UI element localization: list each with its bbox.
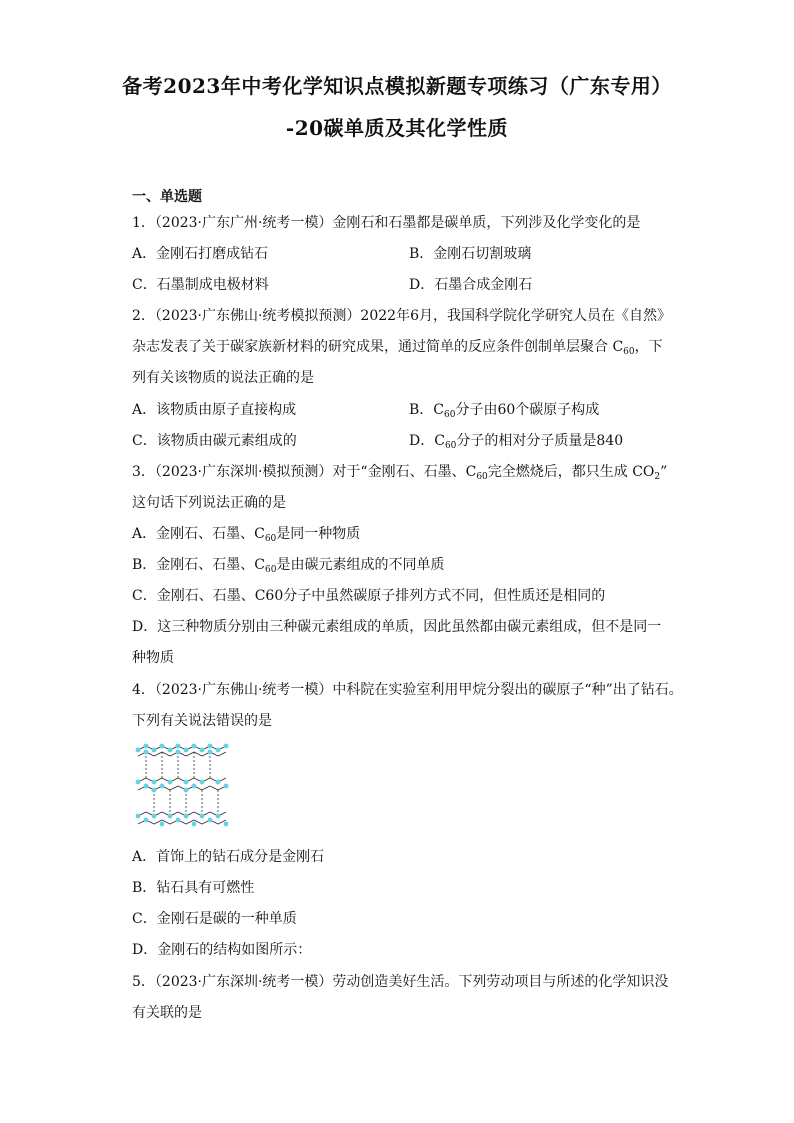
question-4-stem-line1: 4．（2023·广东佛山·统考一模）中科院在实验室利用甲烷分裂出的碳原子“种”出了钻石。 <box>132 682 683 698</box>
question-3-option-a <box>132 524 360 549</box>
question-4-option-d: D．金刚石的结构如图所示： <box>132 942 312 958</box>
question-2-stem-text-end: ，下 <box>634 339 663 355</box>
question-3-option-d-line1: D．这三种物质分别由三种碳元素组成的单质，因此虽然都由碳元素组成，但不是同一 <box>132 619 662 635</box>
question-2-stem-line1: 2．（2023·广东佛山·统考模拟预测）2022年6月，我国科学院化学研究人员在《自然》 <box>132 308 671 324</box>
question-1-stem: 1．（2023·广东广州·统考一模）金刚石和石墨都是碳单质，下列涉及化学变化的是 <box>132 215 641 231</box>
question-3-option-b <box>132 555 444 580</box>
diamond-structure-figure <box>134 742 232 830</box>
subscript: 60 <box>623 347 635 357</box>
question-2-option-c: C．该物质由碳元素组成的 <box>132 433 297 449</box>
question-2-option-a: A．该物质由原子直接构成 <box>132 402 297 418</box>
question-2-stem-line3: 列有关该物质的说法正确的是 <box>132 370 314 386</box>
question-5-stem-line2: 有关联的是 <box>132 1005 202 1021</box>
question-4-stem-line2: 下列有关说法错误的是 <box>132 713 272 729</box>
question-3-option-c: C．金刚石、石墨、C60分子中虽然碳原子排列方式不同，但性质还是相同的 <box>132 588 606 604</box>
diamond-bonds <box>138 746 226 824</box>
section-heading: 一、单选题 <box>132 189 202 205</box>
question-4-option-a: A．首饰上的钻石成分是金刚石 <box>132 849 325 865</box>
subscript: 60 <box>265 565 277 575</box>
option-text: A．金刚石、石墨、C <box>132 526 265 542</box>
option-text: B．金刚石、石墨、C <box>132 557 265 573</box>
question-1-option-a: A．金刚石打磨成钻石 <box>132 246 269 262</box>
question-2-stem-text: 杂志发表了关于碳家族新材料的研究成果，通过简单的反应条件创制单层聚合 C <box>132 339 624 355</box>
document-title-line2: -20碳单质及其化学性质 <box>285 116 509 140</box>
question-2-stem-line2 <box>132 337 663 362</box>
diamond-vertical-bonds <box>146 752 218 816</box>
question-4-option-c: C．金刚石是碳的一种单质 <box>132 911 297 927</box>
question-1-option-d: D．石墨合成金刚石 <box>409 277 533 293</box>
document-title-line1: 备考2023年中考化学知识点模拟新题专项练习（广东专用） <box>122 74 672 98</box>
stem-text: 3．（2023·广东深圳·模拟预测）对于“金刚石、石墨、C <box>132 464 477 480</box>
option-text: B．C <box>409 402 444 418</box>
question-3-stem-line1 <box>132 462 667 487</box>
question-2-option-b <box>409 400 599 425</box>
subscript: 2 <box>654 472 661 482</box>
question-3-stem-line2: 这句话下列说法正确的是 <box>132 495 286 511</box>
subscript: 60 <box>444 410 456 420</box>
option-text: 分子的相对分子质量是840 <box>456 433 624 449</box>
option-text: 是由碳元素组成的不同单质 <box>276 557 445 573</box>
subscript: 60 <box>476 472 488 482</box>
option-text: D．C <box>409 433 445 449</box>
subscript: 60 <box>264 534 277 544</box>
stem-text: 完全燃烧后，都只生成 CO <box>487 464 655 480</box>
question-1-option-c: C．石墨制成电极材料 <box>132 277 269 293</box>
question-4-option-b: B．钻石具有可燃性 <box>132 880 255 896</box>
question-3-option-d-line2: 种物质 <box>132 650 174 666</box>
subscript: 60 <box>444 441 457 451</box>
stem-text: ” <box>660 464 668 480</box>
question-2-option-d <box>409 431 623 456</box>
option-text: 分子由60个碳原子构成 <box>455 402 600 418</box>
question-5-stem-line1: 5．（2023·广东深圳·统考一模）劳动创造美好生活。下列劳动项目与所述的化学知识没 <box>132 974 669 990</box>
option-text: 是同一种物质 <box>276 526 361 542</box>
question-1-option-b: B．金刚石切割玻璃 <box>409 246 532 262</box>
